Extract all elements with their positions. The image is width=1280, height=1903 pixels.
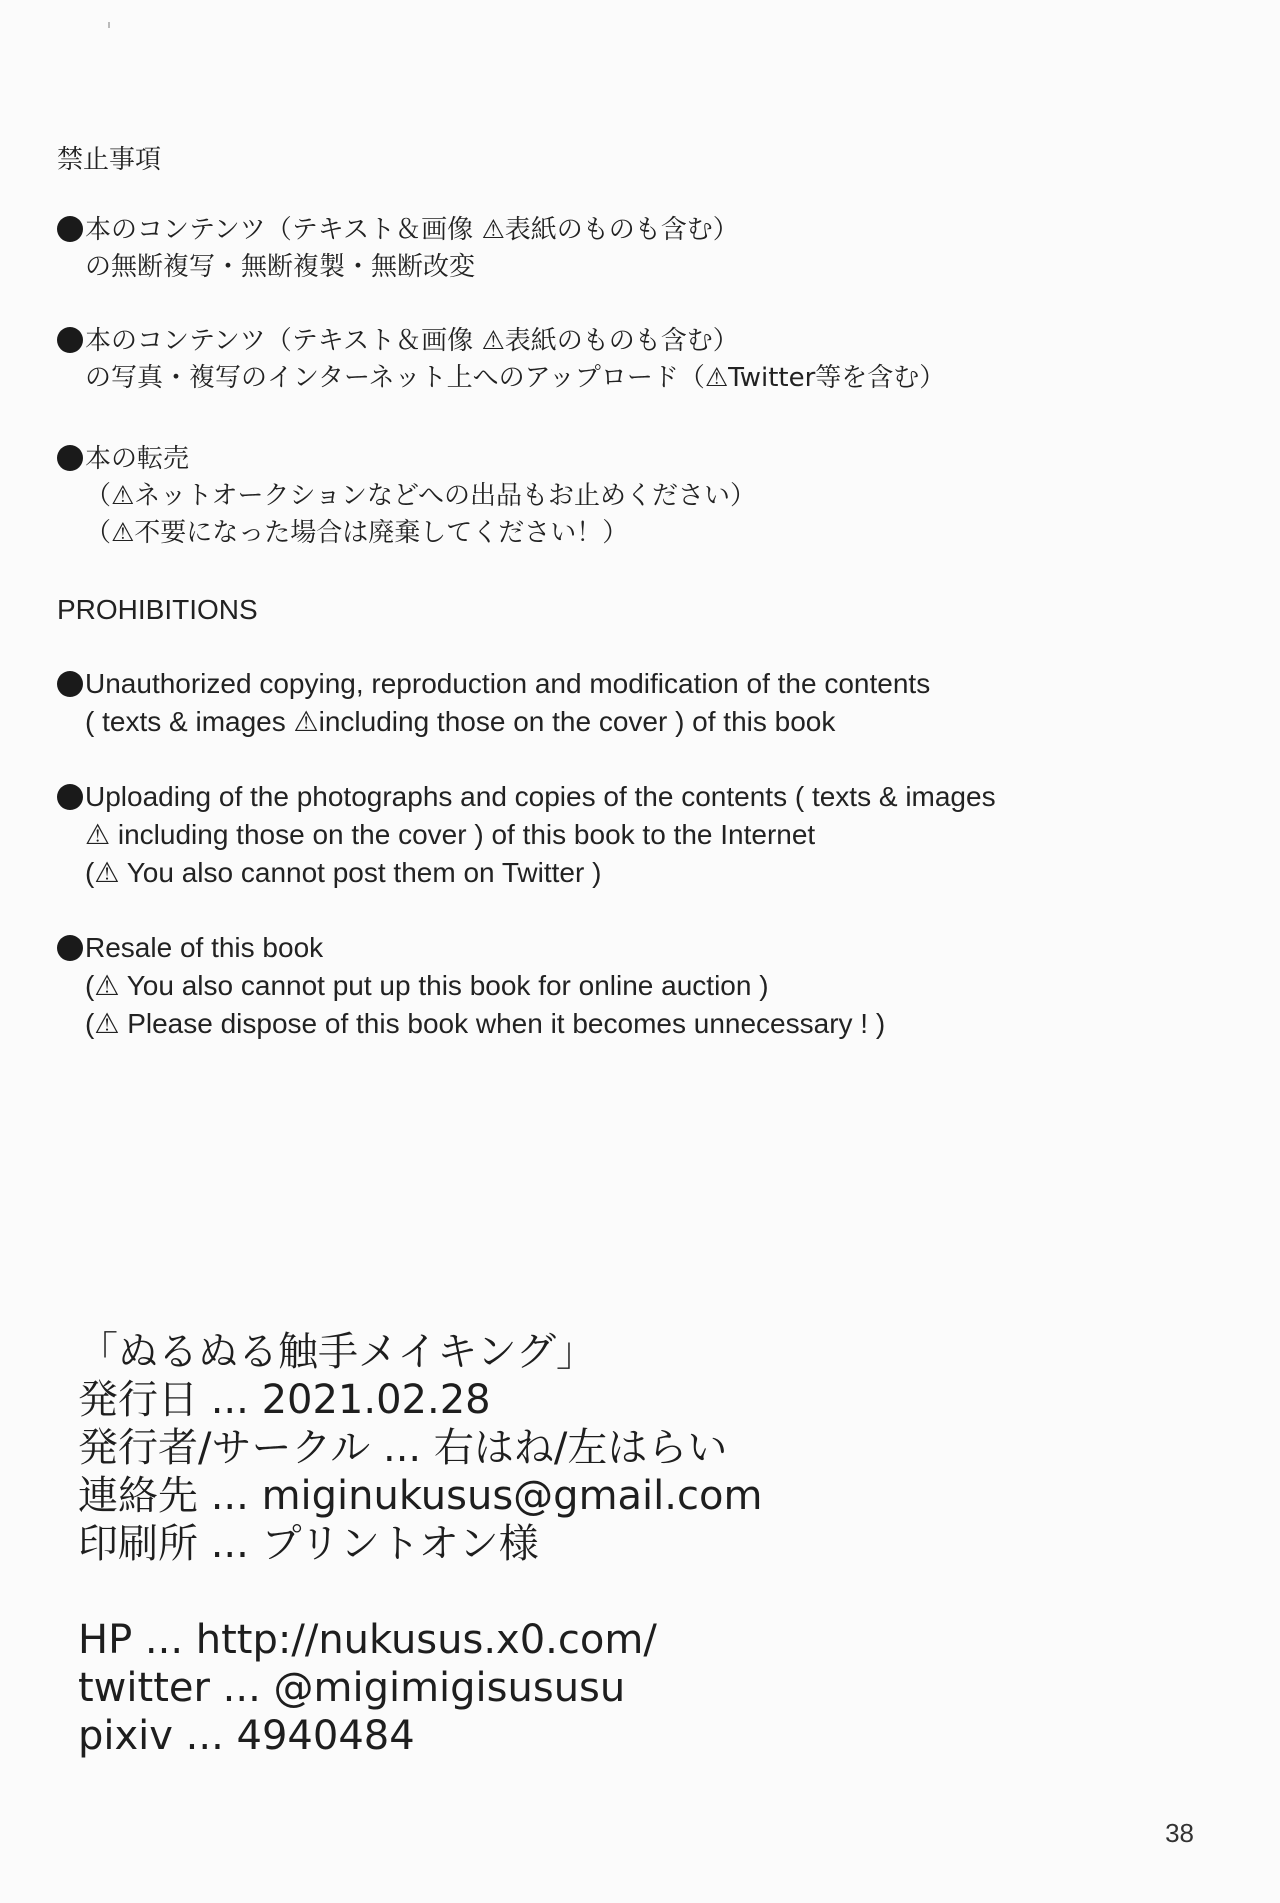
bullet-icon	[57, 216, 83, 242]
publisher-circle: 発行者/サークル ... 右はね/左はらい	[78, 1425, 728, 1471]
bullet-icon	[57, 327, 83, 353]
en-item-2-line-3: (⚠ You also cannot post them on Twitter )	[85, 857, 602, 888]
en-prohibition-item-1	[57, 665, 1217, 741]
en-prohibition-item-2	[57, 778, 1217, 892]
jp-item-3-line-2: （⚠ネットオークションなどへの出品もお止めください）	[85, 481, 756, 511]
book-title: 「ぬるぬる触手メイキング」	[78, 1329, 596, 1375]
en-prohibition-item-3	[57, 929, 1217, 1043]
bullet-icon	[57, 445, 83, 471]
jp-prohibition-item-1	[57, 212, 1217, 286]
jp-item-1-line-1: 本のコンテンツ（テキスト＆画像 ⚠表紙のものも含む）	[85, 215, 739, 245]
en-prohibitions-heading: PROHIBITIONS	[57, 594, 258, 625]
print-speck	[108, 22, 110, 28]
pixiv-id: pixiv ... 4940484	[78, 1713, 415, 1759]
bullet-icon	[57, 935, 83, 961]
jp-item-3-line-1: 本の転売	[85, 444, 190, 474]
page-number: 38	[1165, 1818, 1194, 1848]
en-item-2-line-1: Uploading of the photographs and copies of the contents ( texts & images	[85, 781, 996, 812]
en-item-1-line-1: Unauthorized copying, reproduction and modification of the contents	[85, 668, 931, 699]
jp-prohibition-item-2	[57, 323, 1217, 397]
colophon-spacer	[78, 1568, 1178, 1616]
en-item-3-line-1: Resale of this book	[85, 932, 324, 963]
en-item-2-line-2: ⚠ including those on the cover ) of this book to the Internet	[85, 819, 816, 850]
printer: 印刷所 ... プリントオン様	[78, 1521, 539, 1567]
colophon	[78, 1328, 1178, 1760]
contact-email: 連絡先 ... miginukusus@gmail.com	[78, 1473, 763, 1519]
jp-prohibitions-heading: 禁止事項	[57, 145, 162, 175]
bullet-icon	[57, 784, 83, 810]
publication-date: 発行日 ... 2021.02.28	[78, 1377, 491, 1423]
bullet-icon	[57, 671, 83, 697]
jp-item-2-line-2: の写真・複写のインターネット上へのアップロード（⚠Twitter等を含む）	[85, 363, 946, 393]
jp-item-1-line-2: の無断複写・無断複製・無断改変	[85, 252, 476, 282]
jp-prohibition-item-3	[57, 441, 1217, 552]
jp-item-2-line-1: 本のコンテンツ（テキスト＆画像 ⚠表紙のものも含む）	[85, 326, 739, 356]
twitter-handle: twitter ... @migimigisususu	[78, 1665, 626, 1711]
en-item-1-line-2: ( texts & images ⚠including those on the cover ) of this book	[85, 706, 836, 737]
jp-item-3-line-3: （⚠不要になった場合は廃棄してください！）	[85, 518, 629, 548]
homepage-link: HP ... http://nukusus.x0.com/	[78, 1617, 657, 1663]
en-item-3-line-3: (⚠ Please dispose of this book when it becomes unnecessary ! )	[85, 1008, 886, 1039]
en-item-3-line-2: (⚠ You also cannot put up this book for online auction )	[85, 970, 769, 1001]
